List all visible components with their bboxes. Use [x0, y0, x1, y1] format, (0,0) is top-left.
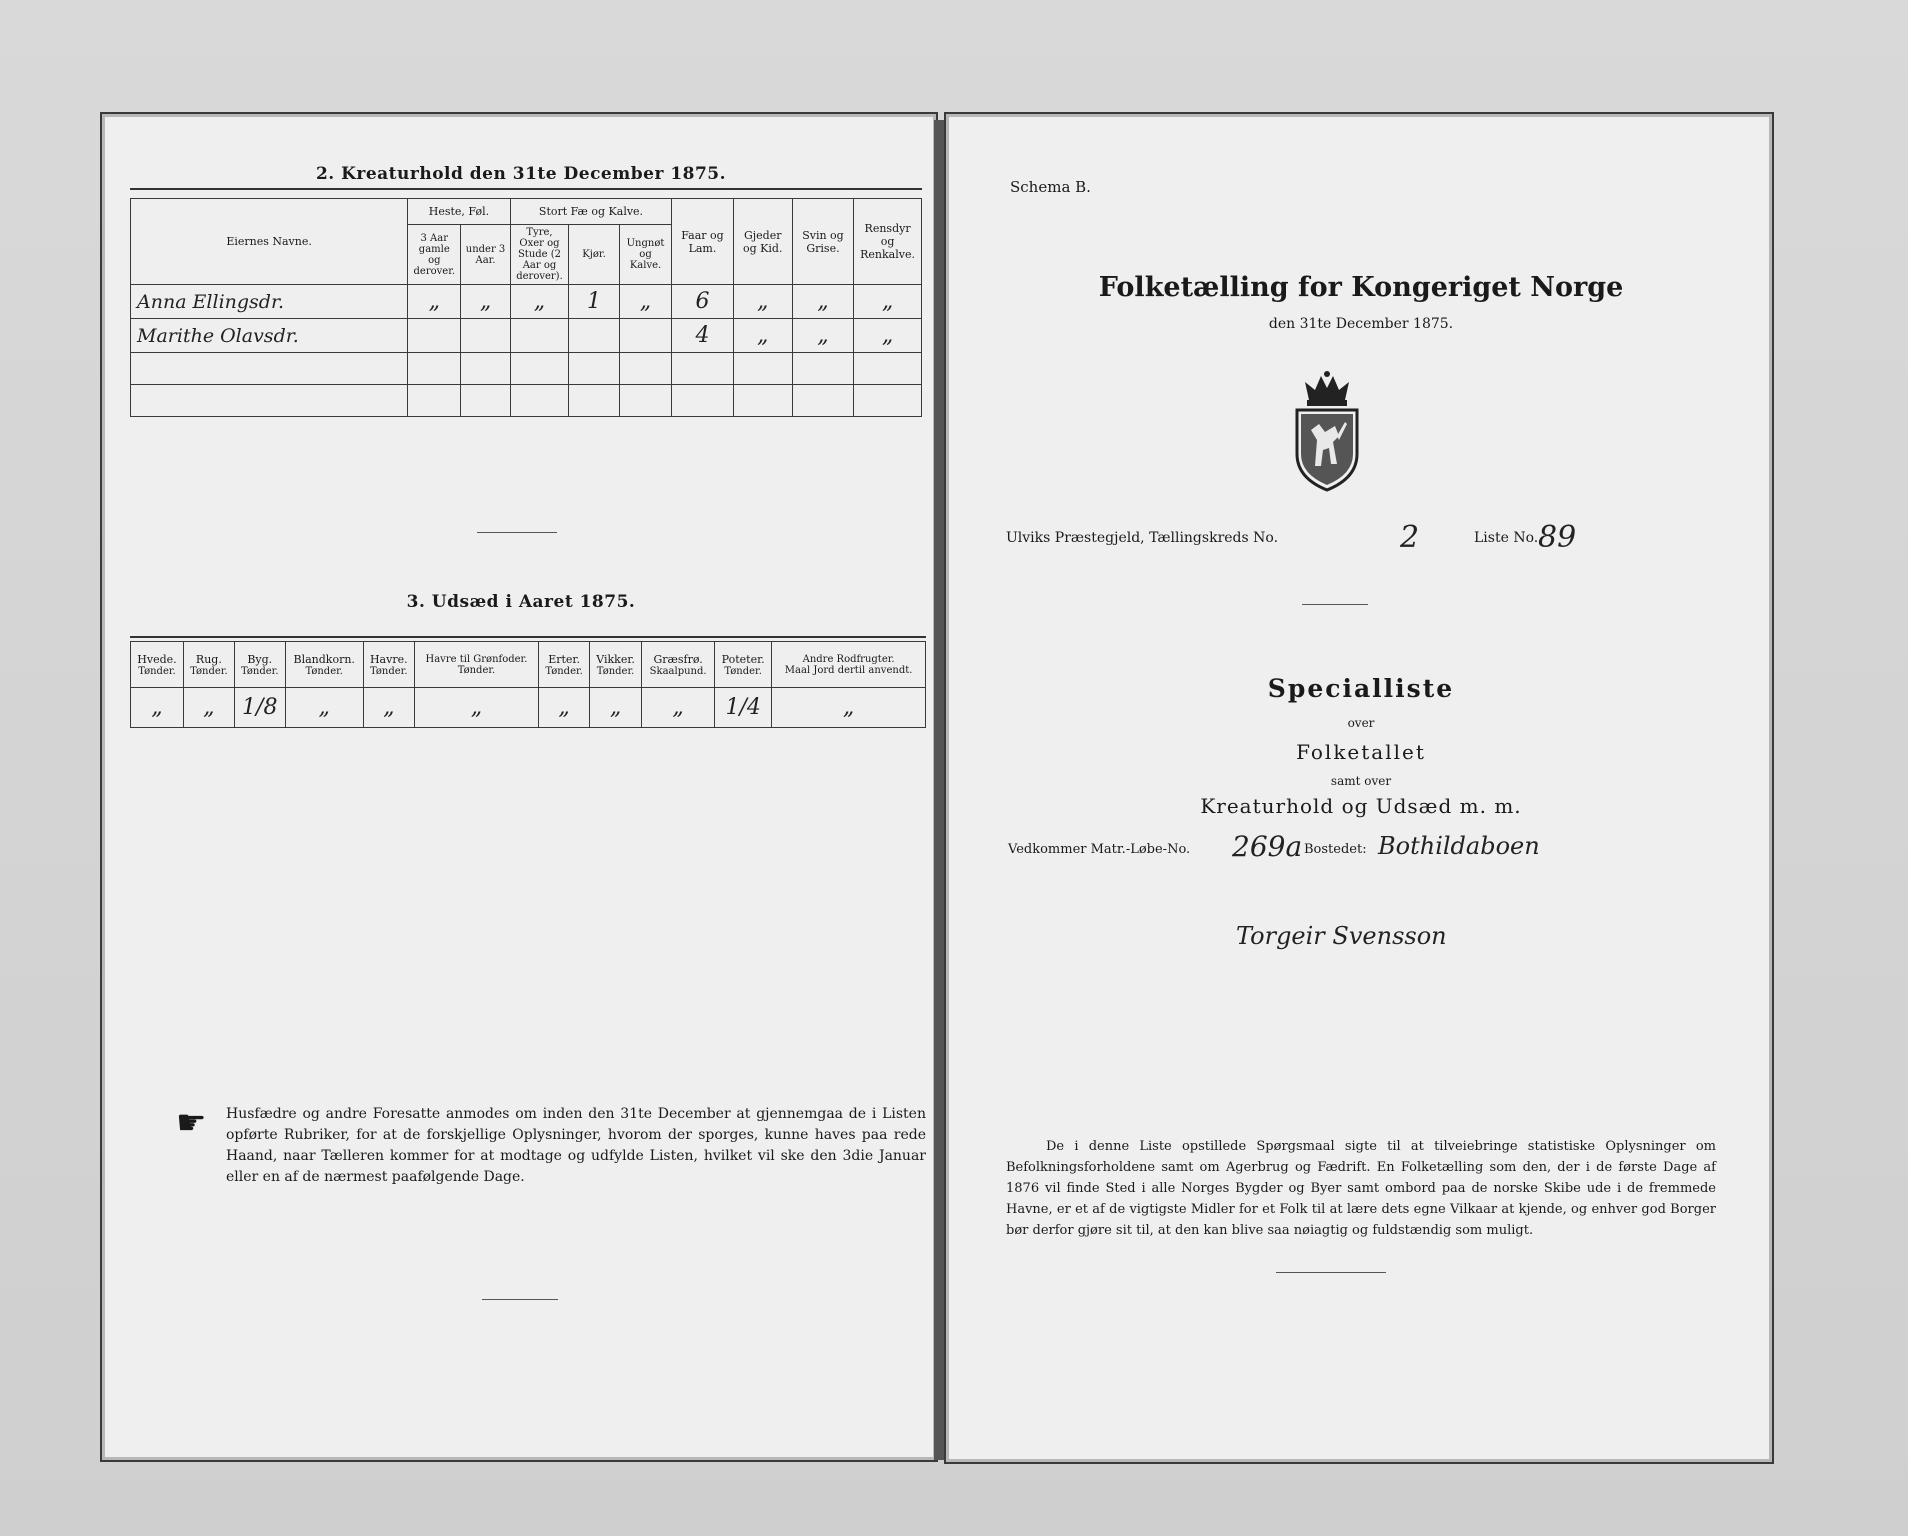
- col-header: Græsfrø. Skaalpund.: [642, 642, 715, 688]
- left-page: [100, 112, 938, 1462]
- cell: „: [461, 285, 510, 319]
- cattle-header: Stort Fæ og Kalve.: [510, 199, 672, 225]
- matr-number: 269a: [1232, 830, 1303, 863]
- bosted-label: Bostedet:: [1304, 842, 1367, 857]
- cell: „: [792, 319, 853, 353]
- cell: 1/8: [234, 688, 285, 728]
- table-row: [131, 319, 922, 353]
- col-header: Blandkorn. Tønder.: [285, 642, 363, 688]
- cell: „: [183, 688, 234, 728]
- table-row: [131, 353, 922, 385]
- table-row: [131, 688, 926, 728]
- section-2-title: 2. Kreaturhold den 31te December 1875.: [315, 164, 727, 184]
- norway-coat-of-arms-icon: [1291, 370, 1363, 494]
- col-header: Hvede. Tønder.: [131, 642, 184, 688]
- cattle-sub-bulls: Tyre, Oxer og Stude (2 Aar og derover).: [510, 225, 569, 285]
- col-header: Vikker. Tønder.: [590, 642, 642, 688]
- cell: 1: [569, 285, 619, 319]
- cell: „: [590, 688, 642, 728]
- matr-label: Vedkommer Matr.-Løbe-No.: [1008, 842, 1191, 857]
- cell: „: [854, 285, 922, 319]
- divider: [1302, 604, 1368, 605]
- samt-over-text: samt over: [1330, 774, 1392, 788]
- section-3-title: 3. Udsæd i Aaret 1875.: [406, 592, 636, 612]
- cell: [408, 319, 461, 353]
- cell: 6: [672, 285, 733, 319]
- cell: 1/4: [715, 688, 772, 728]
- owner-header: Eiernes Navne.: [131, 199, 408, 285]
- owner-name: Marithe Olavsdr.: [131, 319, 408, 353]
- bosted-value: Bothildaboen: [1378, 832, 1540, 860]
- horses-sub-adult: 3 Aar gamle og derover.: [408, 225, 461, 285]
- reindeer-header: Rensdyr og Renkalve.: [854, 199, 922, 285]
- col-header: Havre til Grønfoder. Tønder.: [414, 642, 538, 688]
- parish-label: Ulviks Præstegjeld, Tællingskreds No.: [1006, 530, 1279, 546]
- list-number: 89: [1538, 520, 1577, 555]
- cell: 4: [672, 319, 733, 353]
- cell: [461, 319, 510, 353]
- folketallet-text: Folketallet: [1296, 740, 1426, 764]
- cell: „: [363, 688, 414, 728]
- footer-text: De i denne Liste opstillede Spørgsmaal sigte til at tilveiebringe statistiske Oplysninger om Befolkningsforholdene samt om Agerbrug og Fædrift. En Folketælling som den, der i de første Dage af 1876 vil finde Sted i alle Norges Bygder og Byer samt ombord paa de norske Skibe ude i de fremmede Havne, er et af de vigtigste Midler for et Folk til at lære dets egne Vilkaar at kjende, og enhver god Borger bør derfor gjøre sit til, at den kan blive saa nøiagtig og fuldstændig som muligt.: [1006, 1139, 1716, 1238]
- horses-sub-young: under 3 Aar.: [461, 225, 510, 285]
- cell: „: [733, 285, 792, 319]
- divider: [482, 1299, 558, 1300]
- top-rule: [130, 188, 922, 190]
- parish-line: [1006, 530, 1278, 546]
- cell: „: [285, 688, 363, 728]
- divider: [1276, 1272, 1386, 1273]
- title-date: den 31te December 1875.: [1268, 316, 1454, 332]
- cell: „: [510, 285, 569, 319]
- divider: [477, 532, 557, 533]
- pigs-header: Svin og Grise.: [792, 199, 853, 285]
- owner-name: Anna Ellingsdr.: [131, 285, 408, 319]
- col-header: Andre Rodfrugter. Maal Jord dertil anvendt.: [772, 642, 926, 688]
- col-header: Erter. Tønder.: [539, 642, 590, 688]
- livestock-table: [130, 198, 922, 417]
- seed-table: [130, 641, 926, 728]
- goats-header: Gjeder og Kid.: [733, 199, 792, 285]
- pointing-hand-icon: ☛: [176, 1103, 207, 1143]
- schema-label: Schema B.: [1010, 178, 1091, 196]
- cell: „: [772, 688, 926, 728]
- kreaturhold-text: Kreaturhold og Udsæd m. m.: [1200, 794, 1522, 818]
- udsaed-top-rule: [130, 636, 926, 638]
- sheep-header: Faar og Lam.: [672, 199, 733, 285]
- table-row: [131, 385, 922, 417]
- table-row: [131, 285, 922, 319]
- cell: [569, 319, 619, 353]
- cell: „: [408, 285, 461, 319]
- cell: „: [414, 688, 538, 728]
- col-header: Rug. Tønder.: [183, 642, 234, 688]
- col-header: Havre. Tønder.: [363, 642, 414, 688]
- notice-text: Husfædre og andre Foresatte anmodes om inden den 31te December at gjennemgaa de i Listen opførte Rubriker, for at de forskjellige Oplysninger, hvorom der sporges, kunne haves paa rede Haand, naar Tælleren kommer for at modtage og udfylde Listen, hvilket vil ske den 3die Januar eller en af de nærmest paafølgende Dage.: [226, 1106, 926, 1185]
- cell: „: [854, 319, 922, 353]
- cell: „: [131, 688, 184, 728]
- right-page: [944, 112, 1774, 1464]
- signature: Torgeir Svensson: [1236, 922, 1447, 950]
- page-title: Folketælling for Kongeriget Norge: [1098, 272, 1624, 303]
- col-header: Poteter. Tønder.: [715, 642, 772, 688]
- col-header: Byg. Tønder.: [234, 642, 285, 688]
- horses-header: Heste, Føl.: [408, 199, 510, 225]
- cell: „: [733, 319, 792, 353]
- cattle-sub-cows: Kjør.: [569, 225, 619, 285]
- specialliste-heading: Specialliste: [1267, 674, 1455, 703]
- cell: „: [642, 688, 715, 728]
- cell: [619, 319, 672, 353]
- over-text: over: [1347, 716, 1375, 730]
- list-label: Liste No.: [1474, 530, 1539, 546]
- cell: „: [792, 285, 853, 319]
- cell: „: [619, 285, 672, 319]
- cell: [510, 319, 569, 353]
- district-number: 2: [1400, 520, 1420, 555]
- cell: „: [539, 688, 590, 728]
- cattle-sub-calves: Ungnøt og Kalve.: [619, 225, 672, 285]
